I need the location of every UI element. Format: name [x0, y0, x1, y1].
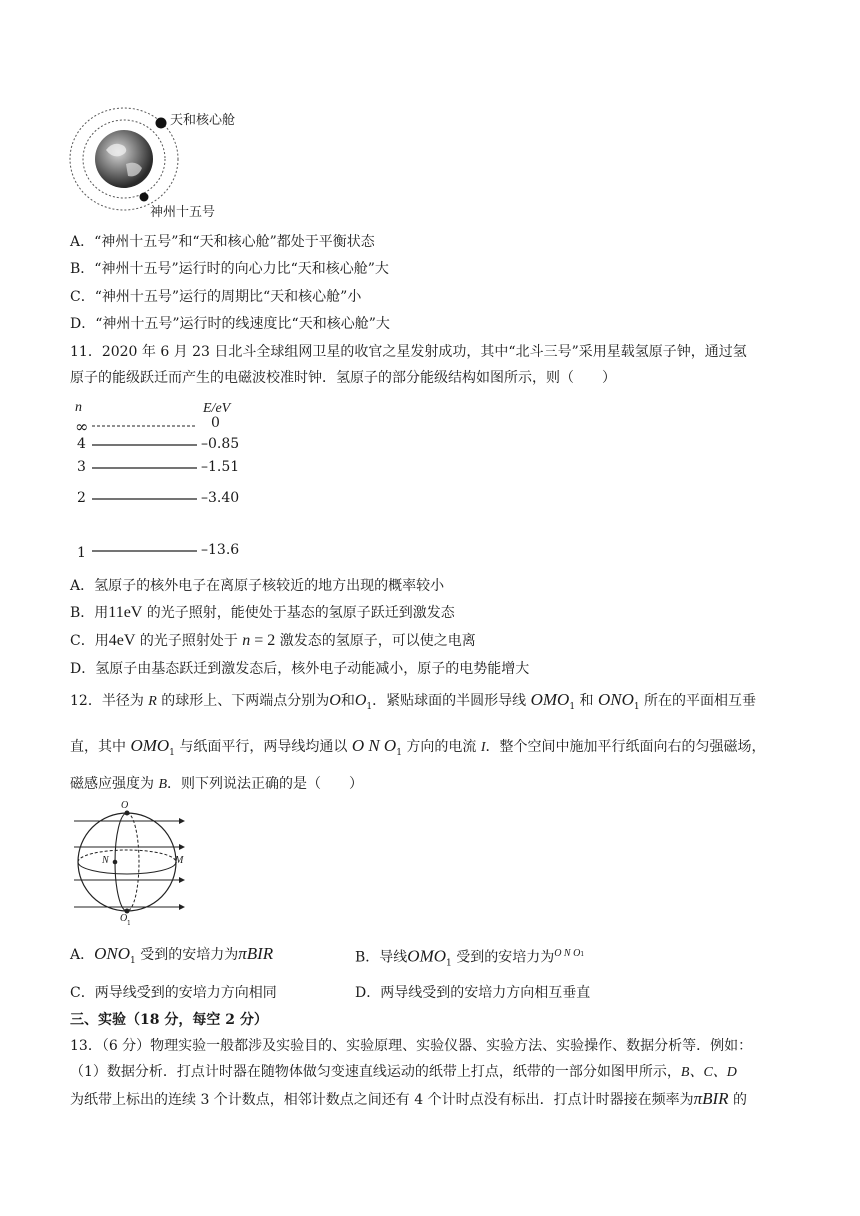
level-e-3: –1.51	[201, 459, 240, 475]
q11-stem-line2: 原子的能级跃迁而产生的电磁波校准时钟．氢原子的部分能级结构如图所示，则（ ）	[70, 370, 616, 386]
energy-level-diagram	[70, 398, 270, 566]
q11-option-c-prefix: C．用	[70, 633, 109, 649]
q11-option-c-mid: 的光子照射处于	[135, 633, 243, 649]
shenzhou-dot	[140, 193, 149, 202]
q12-subscript: 1	[366, 701, 373, 712]
level-n-1: 1	[77, 545, 86, 561]
level-n-3: 3	[77, 459, 86, 475]
label-o1-sub: 1	[127, 920, 131, 927]
level-e-2: –3.40	[201, 490, 240, 506]
sphere-figure	[70, 800, 200, 930]
q12-text: 的球形上、下两端点分别为	[156, 693, 330, 709]
point-n	[113, 860, 118, 865]
sphere-outline	[78, 813, 176, 911]
level-e-4: –0.85	[201, 436, 240, 452]
q12-text: 直，其中	[70, 739, 131, 755]
q12-var-o: O	[329, 692, 341, 709]
q11-option-a: A．氢原子的核外电子在离原子核较近的地方出现的概率较小	[70, 578, 445, 594]
q12-text: 12．半径为	[70, 693, 149, 709]
q12-stem-line2	[70, 736, 766, 763]
q12-subscript: 1	[130, 955, 136, 966]
level-e-1: –13.6	[201, 542, 240, 558]
point-o	[125, 811, 130, 816]
q12-text: 所在的平面相互垂	[639, 693, 757, 709]
label-o: O	[121, 800, 129, 811]
q11-option-c-eq: = 2	[250, 632, 276, 649]
q11-option-d: D．氢原子由基态跃迁到激发态后，核外电子动能减小，原子的电势能增大	[70, 661, 530, 677]
q12-text: 和	[340, 693, 355, 709]
q12-var-omo: OMO	[130, 736, 170, 755]
wire-ono-back	[127, 813, 139, 911]
label-o1: O	[120, 913, 128, 924]
label-shenzhou: 神州十五号	[150, 205, 216, 220]
q12-stem-line1	[70, 690, 756, 717]
q12-subscript: 1	[396, 747, 402, 758]
q12-subscript: 1	[569, 701, 576, 712]
q13-text: 为纸带上标出的连续 3 个计数点，相邻计数点之间还有 4 个计时点没有标出．打点计时器接在频率为	[70, 1092, 694, 1108]
section3-heading: 三、实验（18 分，每空 2 分）	[70, 1012, 268, 1028]
q12-option-b-prefix: B．导线	[355, 949, 408, 966]
q10-option-b: B．“神州十五号”运行时的向心力比“天和核心舱”大	[70, 261, 389, 277]
q12-option-b	[355, 944, 584, 973]
equator-back	[78, 850, 176, 862]
q11-option-b-prefix: B．用	[70, 605, 109, 621]
q12-option-b-value: O N O	[554, 948, 581, 959]
q11-stem-line1: 11．2020 年 6 月 23 日北斗全球组网卫星的收官之星发射成功，其中“北斗三号”采用星载氢原子钟，通过氢	[70, 344, 747, 360]
q12-stem-line3	[70, 774, 363, 795]
q12-subscript: 1	[169, 747, 175, 758]
q13-text: （1）数据分析．打点计时器在随物体做匀变速直线运动的纸带上打点，纸带的一部分如图甲所示，	[70, 1064, 681, 1080]
q11-option-b-value: 11eV	[108, 604, 143, 621]
level-n-inf: ∞	[75, 417, 89, 436]
tianhe-dot	[156, 118, 167, 129]
q11-option-b-text: 的光子照射，能使处于基态的氢原子跃迁到激发态	[142, 605, 455, 621]
q12-text: 方向的电流	[401, 739, 481, 755]
q10-option-a: A．“神州十五号”和“天和核心舱”都处于平衡状态	[70, 234, 375, 250]
level-n-2: 2	[77, 490, 86, 506]
q12-var-ono: O N O	[351, 736, 397, 755]
q12-text: ．整个空间中施加平行纸面向右的匀强磁场，	[485, 739, 766, 755]
q12-var-b: B	[158, 777, 168, 792]
q12-option-a	[70, 944, 273, 971]
q12-var-ono: ONO	[94, 944, 131, 963]
q12-var-omo: OMO	[530, 690, 570, 709]
q12-text: ．紧贴球面的半圆形导线	[372, 693, 531, 709]
q13-var-bcd: B、C、D	[680, 1065, 737, 1080]
label-tianhe: 天和核心舱	[170, 113, 236, 128]
q12-text: 和	[575, 693, 598, 709]
q13-line2	[70, 1062, 737, 1083]
q12-option-a-value: πBIR	[238, 944, 274, 963]
q12-subscript: 1	[446, 958, 452, 969]
label-m: M	[175, 855, 184, 866]
q12-subscript: 1	[633, 701, 640, 712]
q11-option-c	[70, 631, 476, 651]
q12-var-i: I	[480, 740, 486, 755]
q12-text: 磁感应强度为	[70, 776, 159, 792]
q11-option-c-value: 4eV	[108, 632, 136, 649]
q11-option-b	[70, 603, 455, 623]
q12-option-a-prefix: A．	[70, 947, 95, 963]
q13-line3	[70, 1089, 747, 1110]
q13-value: πBIR	[693, 1089, 729, 1108]
q12-option-c: C．两导线受到的安培力方向相同	[70, 985, 277, 1001]
level-e-inf: 0	[211, 415, 220, 431]
q12-text: 与纸面平行，两导线均通以	[174, 739, 352, 755]
earth	[95, 130, 153, 188]
equator-front	[78, 862, 176, 874]
q12-option-a-text: 受到的安培力为	[135, 947, 239, 963]
energy-level-svg	[70, 398, 270, 566]
q12-var-ono: ONO	[597, 690, 634, 709]
q11-option-c-text: 激发态的氢原子，可以使之电离	[275, 633, 476, 649]
q10-option-d: D．“神州十五号”运行时的线速度比“天和核心舱”大	[70, 316, 390, 332]
label-n: N	[102, 855, 109, 866]
q12-text: ．则下列说法正确的是（ ）	[167, 776, 364, 792]
level-n-4: 4	[77, 436, 86, 452]
q12-var-omo: OMO	[407, 946, 447, 966]
q12-var-r: R	[148, 694, 157, 709]
q12-subscript: 1	[580, 951, 585, 958]
q10-option-c: C．“神州十五号”运行的周期比“天和核心舱”小	[70, 289, 362, 305]
q12-var-o1: O	[354, 692, 367, 709]
q11-option-c-n: n	[242, 632, 251, 649]
axis-n-label: n	[75, 400, 82, 415]
q12-option-d: D．两导线受到的安培力方向相互垂直	[355, 985, 591, 1001]
orbit-figure	[66, 100, 266, 222]
q13-line1: 13．（6 分）物理实验一般都涉及实验目的、实验原理、实验仪器、实验方法、实验操作、数据分析等．例如：	[70, 1038, 753, 1054]
q12-option-b-text: 受到的安培力为	[451, 949, 555, 966]
q13-text: 的	[728, 1092, 748, 1108]
axis-e-label: E/eV	[203, 401, 231, 416]
